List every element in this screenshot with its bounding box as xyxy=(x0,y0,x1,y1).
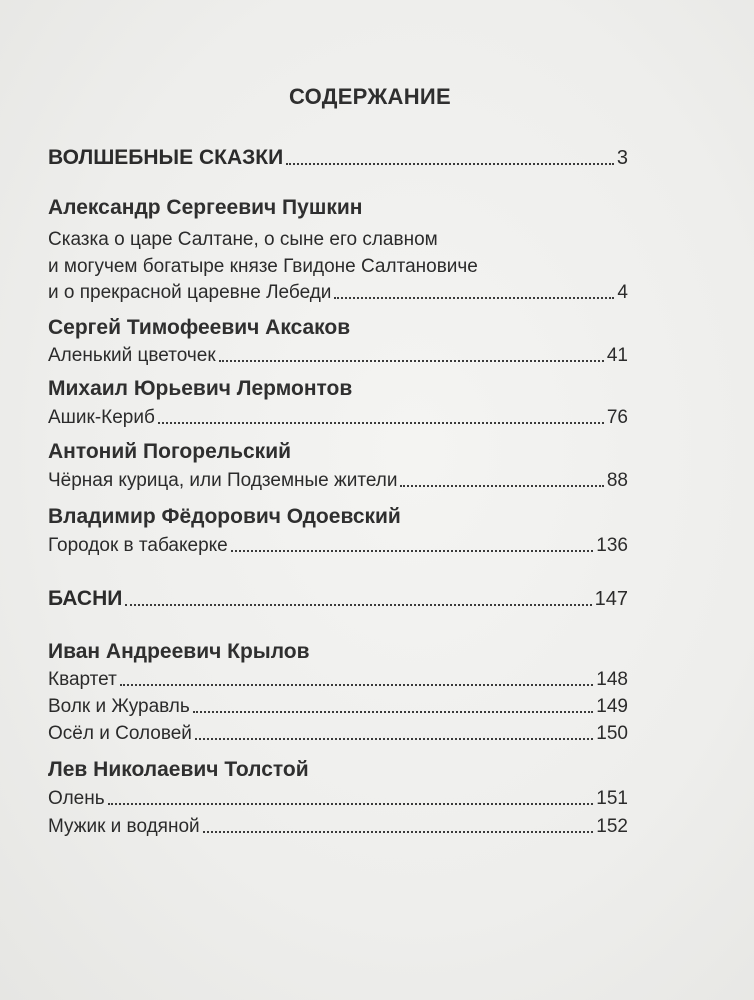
toc-entry xyxy=(48,667,628,691)
section-title: ВОЛШЕБНЫЕ СКАЗКИ xyxy=(48,146,284,169)
author-lermontov: Михаил Юрьевич Лермонтов xyxy=(48,377,353,400)
toc-entry xyxy=(48,280,628,304)
toc-entry xyxy=(48,405,628,429)
section-page-number: 3 xyxy=(616,147,628,169)
work-title-line: Сказка о царе Салтане, о сыне его славном xyxy=(48,229,438,250)
dot-leader xyxy=(231,550,594,552)
author-krylov: Иван Андреевич Крылов xyxy=(48,640,310,663)
toc-entry xyxy=(48,533,628,557)
dot-leader xyxy=(193,711,594,713)
dot-leader xyxy=(125,604,591,606)
dot-leader xyxy=(203,831,594,833)
work-title: и о прекрасной царевне Лебеди xyxy=(48,282,332,303)
toc-section-fairy-tales xyxy=(48,144,628,170)
section-page-number: 147 xyxy=(594,588,628,610)
work-title: Осёл и Соловей xyxy=(48,723,192,744)
toc-entry xyxy=(48,343,628,367)
author-pushkin: Александр Сергеевич Пушкин xyxy=(48,196,363,219)
dot-leader xyxy=(286,163,614,165)
page-number: 150 xyxy=(596,723,628,744)
work-title: Квартет xyxy=(48,669,117,690)
author-odoevsky: Владимир Фёдорович Одоевский xyxy=(48,505,401,528)
work-title-line: и могучем богатыре князе Гвидоне Салтановиче xyxy=(48,256,478,277)
page-number: 149 xyxy=(596,696,628,717)
author-pogorelsky: Антоний Погорельский xyxy=(48,440,292,463)
page-number: 88 xyxy=(606,470,628,491)
dot-leader xyxy=(334,297,614,299)
work-title: Аленький цветочек xyxy=(48,345,216,366)
dot-leader xyxy=(120,684,594,686)
work-title: Волк и Журавль xyxy=(48,696,190,717)
page-number: 151 xyxy=(596,788,628,809)
toc-section-fables xyxy=(48,585,628,611)
work-title: Олень xyxy=(48,788,105,809)
work-title: Городок в табакерке xyxy=(48,535,228,556)
dot-leader xyxy=(158,422,604,424)
toc-entry xyxy=(48,814,628,838)
page-number: 148 xyxy=(596,669,628,690)
author-tolstoy: Лев Николаевич Толстой xyxy=(48,758,309,781)
section-title: БАСНИ xyxy=(48,587,123,610)
work-title: Чёрная курица, или Подземные жители xyxy=(48,470,398,491)
toc-entry xyxy=(48,786,628,810)
page-number: 152 xyxy=(596,816,628,837)
page-number: 136 xyxy=(596,535,628,556)
work-title: Ашик-Кериб xyxy=(48,407,155,428)
page-number: 4 xyxy=(617,282,628,303)
dot-leader xyxy=(219,360,604,362)
page-number: 41 xyxy=(606,345,628,366)
toc-entry xyxy=(48,694,628,718)
dot-leader xyxy=(195,738,593,740)
dot-leader xyxy=(108,803,594,805)
work-title: Мужик и водяной xyxy=(48,816,200,837)
page-number: 76 xyxy=(606,407,628,428)
toc-entry xyxy=(48,468,628,492)
author-aksakov: Сергей Тимофеевич Аксаков xyxy=(48,316,351,339)
page-title: СОДЕРЖАНИЕ xyxy=(288,84,452,109)
dot-leader xyxy=(400,485,603,487)
toc-entry xyxy=(48,721,628,745)
